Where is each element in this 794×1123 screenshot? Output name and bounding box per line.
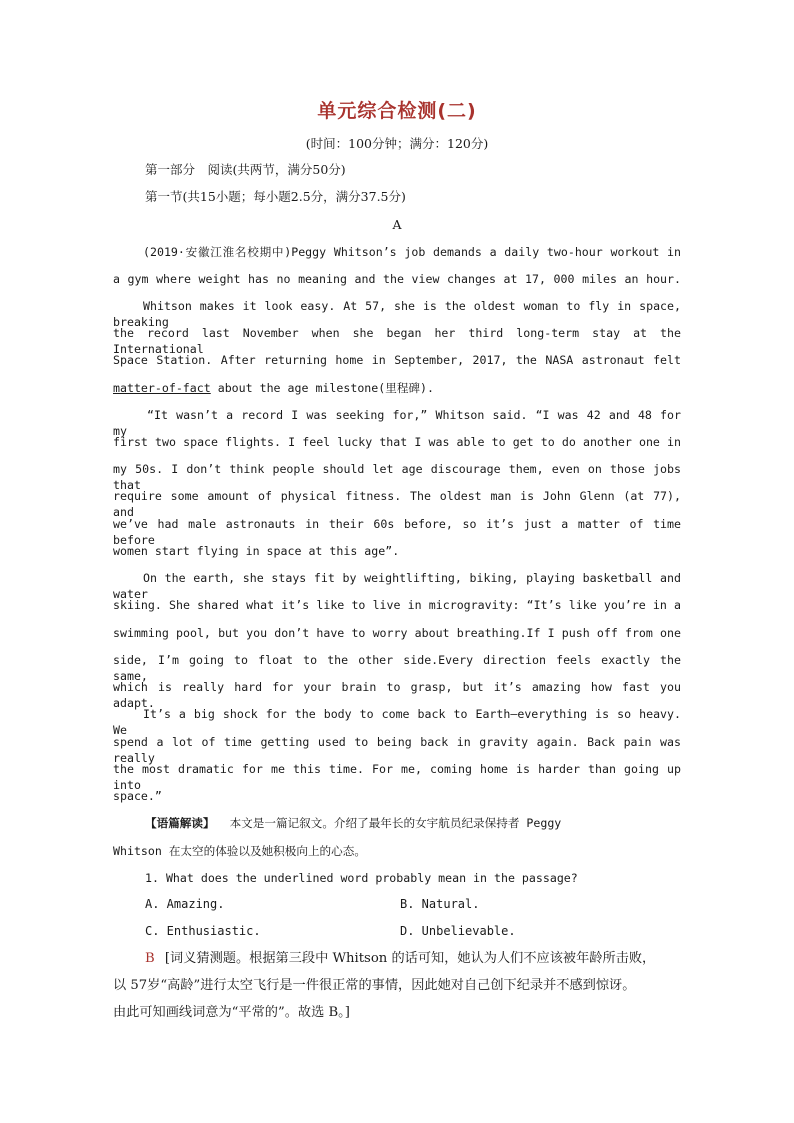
passage-line: Whitson makes it look easy. At 57, she is the oldest woman to fly in space, breaking: [113, 299, 681, 329]
answer-letter: B: [145, 951, 155, 966]
passage-line: side, I’m going to float to the other side.Every direction feels exactly the same,: [113, 653, 681, 683]
passage-line: “It wasn’t a record I was seeking for,” Whitson said. “I was 42 and 48 for my: [113, 408, 681, 438]
passage-label: A: [392, 217, 402, 232]
passage-fragment: about the age milestone(里程碑).: [217, 381, 434, 395]
passage-line: which is really hard for your brain to grasp, but it’s amazing how fast you adapt.: [113, 680, 681, 710]
answer-line: [145, 950, 681, 967]
option-a: A. Amazing.: [145, 897, 225, 911]
passage-line: skiing. She shared what it’s like to live in microgravity: “It’s like you’re in a: [113, 598, 681, 612]
option-c: C. Enthusiastic.: [145, 924, 261, 938]
question-stem: 1. What does the underlined word probably mean in the passage?: [145, 871, 578, 885]
passage-line: require some amount of physical fitness. The oldest man is John Glenn (at 77), and: [113, 489, 681, 519]
answer-line: 由此可知画线词意为“平常的”。故选 B。]: [113, 1005, 350, 1020]
analysis-tag: 【语篇解读】: [145, 816, 215, 830]
passage-line: the most dramatic for me this time. For me, coming home is harder than going up into: [113, 762, 681, 792]
analysis-line: Whitson 在太空的体验以及她积极向上的心态。: [113, 844, 366, 858]
passage-line: the record last November when she began her third long-term stay at the International: [113, 326, 681, 356]
passage-line: It’s a big shock for the body to come back to Earth—everything is so heavy. We: [113, 707, 681, 737]
option-b: B. Natural.: [400, 897, 480, 911]
analysis-line: [145, 815, 681, 831]
analysis-text: 本文是一篇记叙文。介绍了最年长的女宇航员纪录保持者 Peggy: [229, 816, 562, 830]
exam-meta: (时间：100分钟；满分：120分): [305, 136, 489, 151]
passage-line: spend a lot of time getting used to being back in gravity again. Back pain was really: [113, 735, 681, 765]
passage-line: space.”: [113, 789, 162, 803]
page-title: 单元综合检测(二): [317, 100, 477, 122]
underlined-word: matter-of-fact: [113, 381, 211, 395]
passage-line-with-underline: [113, 380, 681, 396]
part-heading: 第一部分 阅读(共两节，满分50分): [145, 162, 346, 177]
passage-line: first two space flights. I feel lucky that I was able to get to do another one in: [113, 435, 681, 449]
answer-text: [词义猜测题。根据第三段中 Whitson 的话可知，她认为人们不应该被年龄所击败，: [164, 951, 656, 966]
passage-line: women start flying in space at this age”.: [113, 544, 400, 558]
passage-line: Space Station. After returning home in September, 2017, the NASA astronaut felt: [113, 353, 681, 367]
passage-line: On the earth, she stays fit by weightlifting, biking, playing basketball and water: [113, 571, 681, 601]
passage-line: (2019·安徽江淮名校期中)Peggy Whitson’s job demands a daily two-hour workout in: [143, 245, 681, 259]
option-d: D. Unbelievable.: [400, 924, 516, 938]
passage-line: a gym where weight has no meaning and the view changes at 17, 000 miles an hour.: [113, 272, 681, 286]
passage-line: swimming pool, but you don’t have to worry about breathing.If I push off from one: [113, 626, 681, 640]
section-heading: 第一节(共15小题；每小题2.5分，满分37.5分): [145, 189, 406, 204]
answer-line: 以 57岁“高龄”进行太空飞行是一件很正常的事情，因此她对自己创下纪录并不感到惊讶。: [113, 978, 636, 993]
passage-line: my 50s. I don’t think people should let age discourage them, even on those jobs that: [113, 462, 681, 492]
passage-line: we’ve had male astronauts in their 60s before, so it’s just a matter of time before: [113, 517, 681, 547]
